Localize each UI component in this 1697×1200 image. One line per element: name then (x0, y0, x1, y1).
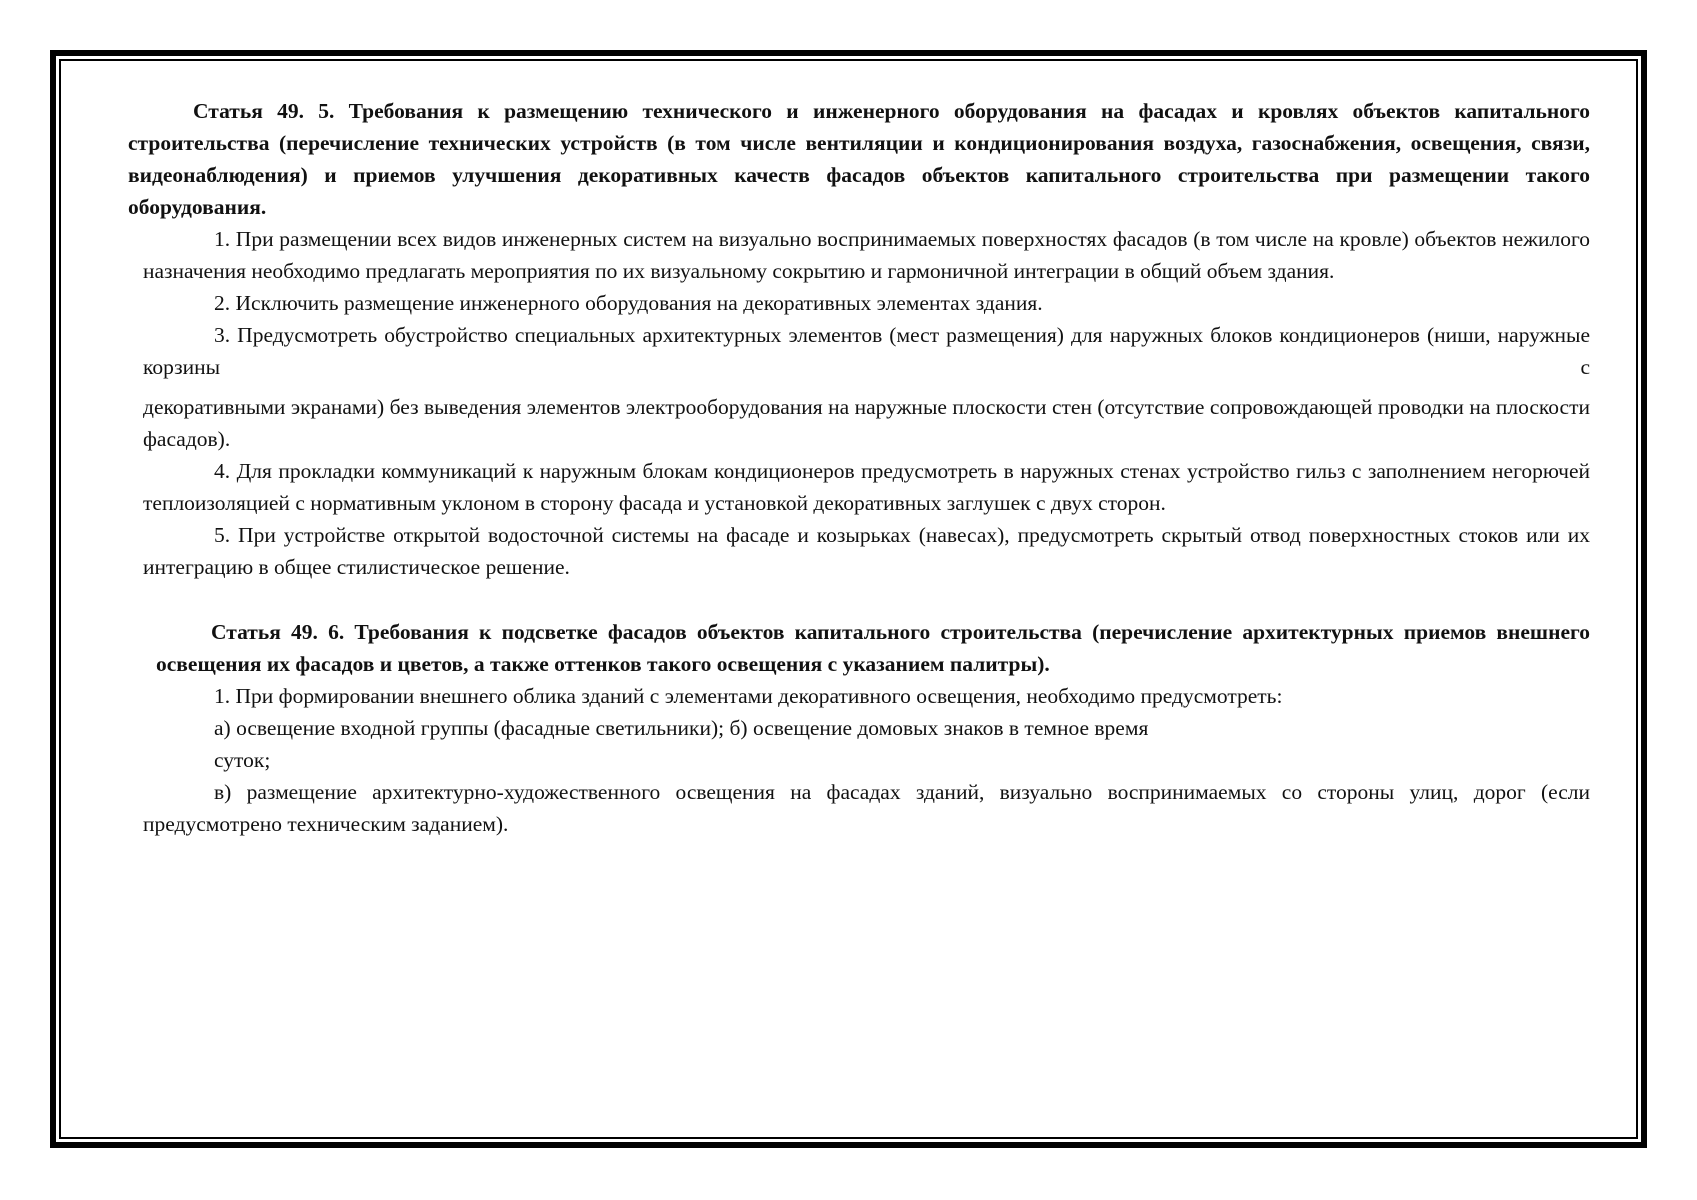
article-49-5-item-3: 3. Предусмотреть обустройство специальных архитектурных элементов (мест размещения) для наружных блоков кондиционеров (ниши, наружные корзины с (143, 323, 1590, 379)
article-49-6-item-b-continued: суток; (214, 748, 271, 772)
article-49-6-item-v: в) размещение архитектурно-художественного освещения на фасадах зданий, визуально воспринимаемых со стороны улиц, дорог (если предусмотрено техническим заданием). (143, 780, 1590, 836)
article-49-5-item-1: 1. При размещении всех видов инженерных систем на визуально воспринимаемых поверхностях фасадов (в том числе на кровле) объектов нежилого назначения необходимо предлагать мероприятия по их визуальному сокрытию и гармоничной интеграции в общий объем здания. (143, 227, 1590, 283)
article-49-5-item-5: 5. При устройстве открытой водосточной системы на фасаде и козырьках (навесах), предусмотреть скрытый отвод поверхностных стоков или их интеграцию в общее стилистическое решение. (143, 523, 1590, 579)
article-49-6-item-1: 1. При формировании внешнего облика зданий с элементами декоративного освещения, необходимо предусмотреть: (214, 684, 1283, 708)
article-49-5-item-3-continued: декоративными экранами) без выведения элементов электрооборудования на наружные плоскости стен (отсутствие сопровождающей проводки на плоскости фасадов). (143, 395, 1590, 451)
article-49-5-item-2: 2. Исключить размещение инженерного оборудования на декоративных элементах здания. (214, 291, 1043, 315)
article-49-5-item-4: 4. Для прокладки коммуникаций к наружным блокам кондиционеров предусмотреть в наружных стенах устройство гильз с заполнением негорючей теплоизоляцией с нормативным уклоном в сторону фасада и установкой декоративных заглушек с двух сторон. (143, 459, 1590, 515)
article-49-5-heading: Статья 49. 5. Требования к размещению технического и инженерного оборудования на фасадах и кровлях объектов капитального строительства (перечисление технических устройств (в том числе вентиляции и кондиционирования воздуха, газоснабжения, освещения, связи, видеонаблюдения) и приемов улучшения декоративных качеств фасадов объектов капитального строительства при размещении такого оборудования. (128, 99, 1590, 219)
article-49-5 (128, 95, 1590, 583)
article-49-6-item-a-b: а) освещение входной группы (фасадные светильники); б) освещение домовых знаков в темное время (214, 716, 1149, 740)
document-body (128, 95, 1590, 840)
article-49-6-heading: Статья 49. 6. Требования к подсветке фасадов объектов капитального строительства (перечисление архитектурных приемов внешнего освещения их фасадов и цветов, а также оттенков такого освещения с указанием палитры). (156, 620, 1590, 676)
article-49-6 (128, 616, 1590, 840)
